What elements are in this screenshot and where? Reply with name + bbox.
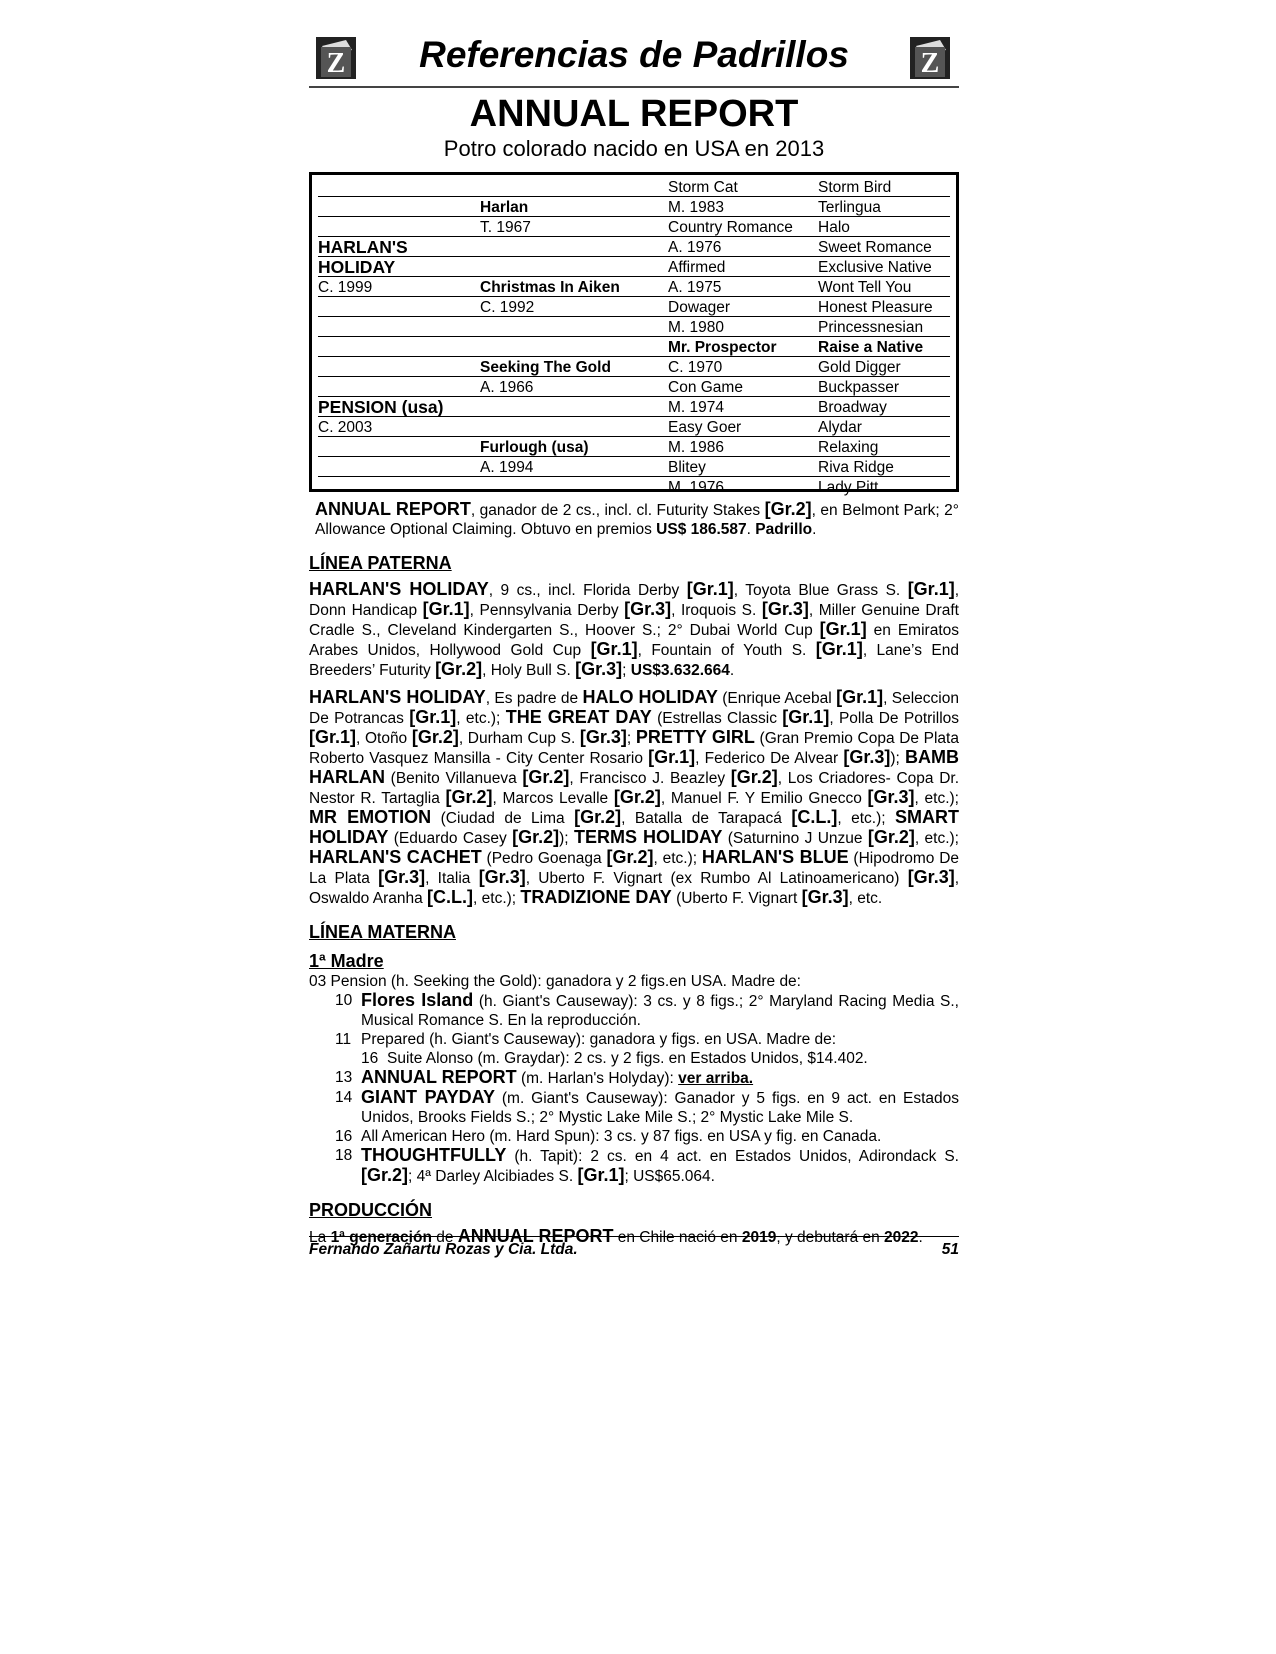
- grade-badge: [Gr.2]: [522, 767, 570, 787]
- grade-badge: [Gr.3]: [801, 887, 849, 907]
- grade-badge: [Gr.1]: [907, 579, 955, 599]
- pedigree-cell: Alydar: [818, 417, 950, 437]
- grade-badge: [Gr.2]: [867, 827, 915, 847]
- pedigree-cell: HOLIDAY: [318, 257, 480, 277]
- text-run: , Durham Cup S.: [458, 730, 580, 747]
- offspring-year: 13: [335, 1069, 353, 1086]
- grade-badge: [Gr.2]: [606, 847, 654, 867]
- pedigree-cell: M. 1986: [668, 437, 818, 457]
- text-run: , Los Criadores- Copa Dr. Nestor R. Tartaglia: [309, 770, 959, 807]
- pedigree-cell: [480, 177, 668, 197]
- production-heading: PRODUCCIÓN: [309, 1200, 433, 1220]
- text-run: (Enrique Acebal: [717, 690, 837, 707]
- paternal-line-heading: LÍNEA PATERNA: [309, 553, 452, 573]
- pedigree-cell: [318, 377, 480, 397]
- text-run: , Manuel F. Y Emilio Gnecco: [660, 790, 868, 807]
- text-run: Suite Alonso (m. Graydar): 2 cs. y 2 figs. en Estados Unidos, $14.402.: [387, 1050, 868, 1067]
- pedigree-cell: PENSION (usa): [318, 397, 480, 417]
- horse-name: SMART HOLIDAY: [309, 807, 959, 847]
- horse-name: GIANT PAYDAY: [361, 1087, 495, 1107]
- pedigree-cell: Sweet Romance: [818, 237, 950, 257]
- horse-name: THE GREAT DAY: [505, 707, 652, 727]
- horse-name: BAMB HARLAN: [309, 747, 959, 787]
- grade-badge: [Gr.1]: [422, 599, 470, 619]
- grade-badge: [Gr.1]: [686, 579, 734, 599]
- text-run: US$3.632.664: [630, 662, 730, 679]
- pedigree-cell: Mr. Prospector: [668, 337, 818, 357]
- text-run: , etc.: [848, 890, 883, 907]
- pedigree-cell: M. 1974: [668, 397, 818, 417]
- text-run: , Federico De Alvear: [695, 750, 844, 767]
- grade-badge: [Gr.1]: [409, 707, 457, 727]
- text-run: 2022: [884, 1229, 919, 1246]
- grade-badge: [Gr.3]: [579, 727, 627, 747]
- pedigree-table: [318, 177, 950, 496]
- text-run: , Seleccion De Potrancas: [309, 690, 959, 727]
- pedigree-cell: Storm Bird: [818, 177, 950, 197]
- text-run: , Miller Genuine Draft Cradle S., Cleveland Kindergarten S., Hoover S.; 2° Dubai World Cup: [309, 602, 959, 639]
- pedigree-cell: [480, 257, 668, 277]
- horse-name: HARLAN'S CACHET: [309, 847, 482, 867]
- text-run: 2019: [741, 1229, 777, 1246]
- text-run: .: [729, 662, 735, 679]
- text-run: , Polla De Potrillos: [829, 710, 960, 727]
- text-run: Prepared (h. Giant's Causeway): ganadora y figs. en USA. Madre de:: [361, 1031, 837, 1048]
- pedigree-row: [318, 417, 950, 437]
- grade-badge: [Gr.3]: [907, 867, 955, 887]
- grade-badge: [Gr.1]: [590, 639, 638, 659]
- text-run: ; 4ª Darley Alcibiades S.: [408, 1168, 578, 1185]
- pedigree-row: [318, 297, 950, 317]
- pedigree-box: [309, 172, 959, 496]
- pedigree-row: [318, 397, 950, 417]
- text-run: (Ciudad de Lima: [431, 810, 575, 827]
- offspring-entry: [309, 1127, 959, 1146]
- offspring-entry: [309, 1146, 959, 1186]
- pedigree-cell: Country Romance: [668, 217, 818, 237]
- horse-name: Flores Island: [361, 990, 474, 1010]
- grade-badge: [Gr.2]: [574, 807, 622, 827]
- summary-paragraph: ANNUAL REPORT, ganador de 2 cs., incl. cl. Futurity Stakes [Gr.2], en Belmont Park; 2° Allowance Optional Claiming. Obtuvo en premios US$ 186.587. Padrillo.: [315, 499, 959, 538]
- offspring-year: 10: [335, 992, 353, 1009]
- pedigree-cell: [318, 437, 480, 457]
- text-run: , Es padre de: [485, 690, 583, 707]
- pedigree-cell: Christmas In Aiken: [480, 277, 668, 297]
- pedigree-row: [318, 257, 950, 277]
- grade-badge: [Gr.2]: [411, 727, 459, 747]
- pedigree-cell: Blitey: [668, 457, 818, 477]
- pedigree-cell: [318, 477, 480, 497]
- pedigree-cell: Exclusive Native: [818, 257, 950, 277]
- pedigree-cell: [480, 237, 668, 257]
- pedigree-row: [318, 217, 950, 237]
- text-run: en Chile nació en: [613, 1229, 742, 1246]
- text-run: ;: [626, 730, 636, 747]
- pedigree-cell: [318, 217, 480, 237]
- text-run: , y debutará en: [776, 1229, 885, 1246]
- text-run: ver arriba.: [678, 1070, 754, 1087]
- text-run: , Iroquois S.: [671, 602, 762, 619]
- svg-text:Z: Z: [326, 48, 346, 79]
- grade-badge: [Gr.3]: [478, 867, 526, 887]
- text-run: (Pedro Goenaga: [481, 850, 607, 867]
- grade-badge: [Gr.1]: [836, 687, 884, 707]
- text-run: , etc.);: [456, 710, 506, 727]
- pedigree-cell: [480, 317, 668, 337]
- pedigree-cell: T. 1967: [480, 217, 668, 237]
- page-header: [309, 30, 959, 88]
- offspring-year: 18: [335, 1147, 353, 1164]
- pedigree-cell: [318, 177, 480, 197]
- text-run: , Fountain of Youth S.: [637, 642, 816, 659]
- offspring-text: [361, 1050, 868, 1067]
- pedigree-row: [318, 197, 950, 217]
- offspring-year: 11: [335, 1031, 352, 1048]
- text-run: , etc.);: [837, 810, 895, 827]
- pedigree-row: [318, 177, 950, 197]
- pedigree-cell: M. 1976: [668, 479, 725, 496]
- text-run: ;: [622, 662, 631, 679]
- pedigree-cell: Lady Pitt: [818, 479, 879, 496]
- text-run: , Otoño: [356, 730, 412, 747]
- grade-badge: [Gr.2]: [435, 659, 483, 679]
- text-run: , Pennsylvania Derby: [469, 602, 625, 619]
- text-run: All American Hero (m. Hard Spun): 3 cs. y 87 figs. en USA y fig. en Canada.: [361, 1128, 882, 1145]
- pedigree-row: [318, 317, 950, 337]
- horse-name: THOUGHTFULLY: [361, 1145, 507, 1165]
- text-run: (Eduardo Casey: [388, 830, 513, 847]
- offspring-entry: [309, 991, 959, 1030]
- grade-badge: [Gr.1]: [782, 707, 830, 727]
- horse-subtitle: Potro colorado nacido en USA en 2013: [443, 136, 825, 161]
- pedigree-cell: Storm Cat: [668, 177, 818, 197]
- horse-name: HARLAN'S BLUE: [701, 847, 849, 867]
- horse-name: TERMS HOLIDAY: [573, 827, 723, 847]
- offspring-text: [361, 1145, 959, 1185]
- text-run: (Benito Villanueva: [385, 770, 523, 787]
- pedigree-cell: [480, 397, 668, 417]
- pedigree-cell: Easy Goer: [668, 417, 818, 437]
- text-run: , Batalla de Tarapacá: [621, 810, 792, 827]
- offspring-text: [361, 1067, 754, 1087]
- offspring-text: [361, 1087, 959, 1126]
- text-run: , Toyota Blue Grass S.: [733, 582, 908, 599]
- pedigree-cell: [318, 297, 480, 317]
- pedigree-cell: Halo: [818, 217, 950, 237]
- text-run: (h. Tapit): 2 cs. en 4 act. en Estados Unidos, Adirondack S.: [506, 1148, 959, 1165]
- grade-badge: [Gr.3]: [575, 659, 623, 679]
- pedigree-row: [318, 237, 950, 257]
- text-run: ; US$65.064.: [624, 1168, 715, 1185]
- horse-name: HALO HOLIDAY: [582, 687, 718, 707]
- text-run: , Holy Bull S.: [482, 662, 576, 679]
- pedigree-cell: Affirmed: [668, 257, 818, 277]
- grade-badge: [Gr.3]: [761, 599, 809, 619]
- text-run: (Uberto F. Vignart: [671, 890, 802, 907]
- pedigree-row: [318, 477, 950, 497]
- page-number: 51: [941, 1241, 959, 1258]
- pedigree-cell: Con Game: [668, 377, 818, 397]
- offspring-entry: [309, 1068, 959, 1088]
- document-page: [309, 30, 959, 1247]
- paternal-paragraph-1: [309, 580, 959, 680]
- pedigree-cell: Raise a Native: [818, 337, 950, 357]
- text-run: en Emiratos Arabes Unidos, Hollywood Gold Cup: [309, 622, 959, 659]
- grade-badge: [Gr.1]: [309, 727, 357, 747]
- pedigree-cell: [318, 357, 480, 377]
- text-run: (m. Harlan's Holyday):: [516, 1070, 679, 1087]
- pedigree-cell: C. 1999: [318, 277, 480, 297]
- pedigree-cell: Riva Ridge: [818, 457, 950, 477]
- text-run: La: [309, 1229, 331, 1246]
- grade-badge: [Gr.1]: [648, 747, 696, 767]
- grade-badge: [Gr.3]: [867, 787, 915, 807]
- horse-name: MR EMOTION: [309, 807, 432, 827]
- offspring-entry: [309, 1049, 959, 1068]
- svg-text:Z: Z: [920, 48, 940, 79]
- text-run: , etc.);: [914, 830, 959, 847]
- horse-name: TRADIZIONE DAY: [520, 887, 672, 907]
- text-run: (Estrellas Classic: [651, 710, 783, 727]
- pedigree-cell: Buckpasser: [818, 377, 950, 397]
- text-run: , Italia: [425, 870, 479, 887]
- text-run: , Oswaldo Aranha: [309, 870, 960, 907]
- pedigree-cell: [480, 337, 668, 357]
- grade-badge: [Gr.3]: [843, 747, 891, 767]
- first-dam-line: 03 Pension (h. Seeking the Gold): ganadora y 2 figs.en USA. Madre de:: [309, 973, 801, 990]
- horse-name: HARLAN'S HOLIDAY: [309, 687, 486, 707]
- paternal-paragraph-2: [309, 688, 959, 908]
- pedigree-cell: C. 1970: [668, 357, 818, 377]
- pedigree-row: [318, 437, 950, 457]
- first-dam-label: 1ª Madre: [309, 951, 384, 971]
- pedigree-row: [318, 337, 950, 357]
- text-run: , Uberto F. Vignart (ex Rumbo Al Latinoamericano): [525, 870, 908, 887]
- pedigree-cell: Dowager: [668, 297, 818, 317]
- offspring-year: 16: [335, 1128, 353, 1145]
- footer-company: Fernando Zañartu Rozas y Cia. Ltda.: [309, 1241, 578, 1258]
- offspring-text: [361, 990, 959, 1029]
- horse-name-title: ANNUAL REPORT: [469, 93, 799, 135]
- grade-badge: [Gr.3]: [378, 867, 426, 887]
- pedigree-cell: [318, 337, 480, 357]
- text-run: , 9 cs., incl. Florida Derby: [488, 582, 687, 599]
- pedigree-cell: A. 1976: [668, 237, 818, 257]
- pedigree-cell: Broadway: [818, 397, 950, 417]
- offspring-entry: [309, 1030, 959, 1049]
- pedigree-cell: A. 1966: [480, 377, 668, 397]
- pedigree-cell: Princessnesian: [818, 317, 950, 337]
- header-title: Referencias de Padrillos: [419, 34, 849, 75]
- text-run: (h. Giant's Causeway): 3 cs. y 8 figs.; 2° Maryland Racing Media S., Musical Romance S. En la reproducción.: [361, 993, 959, 1029]
- pedigree-cell: M. 1980: [668, 317, 818, 337]
- offspring-entry: [309, 1088, 959, 1127]
- pedigree-cell: C. 2003: [318, 417, 480, 437]
- horse-name: HARLAN'S HOLIDAY: [309, 579, 489, 599]
- horse-name: ANNUAL REPORT: [361, 1067, 517, 1087]
- offspring-year: 14: [335, 1089, 353, 1106]
- page-footer: [309, 1236, 959, 1261]
- offspring-year: 16: [361, 1050, 379, 1067]
- text-run: 1ª generación: [330, 1229, 432, 1246]
- pedigree-cell: Harlan: [480, 197, 668, 217]
- pedigree-row: [318, 357, 950, 377]
- pedigree-cell: Furlough (usa): [480, 437, 668, 457]
- pedigree-cell: Wont Tell You: [818, 277, 950, 297]
- text-run: (Gran Premio Copa De Plata Roberto Vasquez Mansilla - City Center Rosario: [309, 730, 959, 767]
- text-run: , etc.);: [914, 790, 959, 807]
- brand-logo-icon: [907, 34, 955, 82]
- grade-badge: [Gr.2]: [445, 787, 493, 807]
- pedigree-cell: [480, 477, 668, 497]
- pedigree-cell: C. 1992: [480, 297, 668, 317]
- maternal-line-heading: LÍNEA MATERNA: [309, 922, 456, 942]
- grade-badge: [Gr.2]: [613, 787, 661, 807]
- grade-badge: [Gr.2]: [730, 767, 778, 787]
- horse-name: PRETTY GIRL: [635, 727, 755, 747]
- offspring-list: [309, 991, 959, 1186]
- pedigree-cell: Gold Digger: [818, 357, 950, 377]
- text-run: de: [431, 1229, 458, 1246]
- grade-badge: [C.L.]: [427, 887, 474, 907]
- pedigree-cell: [318, 317, 480, 337]
- text-run: , Donn Handicap: [309, 582, 960, 619]
- pedigree-cell: Relaxing: [818, 437, 950, 457]
- offspring-text: [361, 1128, 881, 1145]
- offspring-text: [361, 1031, 836, 1048]
- grade-badge: [Gr.3]: [624, 599, 672, 619]
- grade-badge: [C.L.]: [791, 807, 838, 827]
- text-run: );: [890, 750, 905, 767]
- text-run: );: [559, 830, 574, 847]
- pedigree-cell: A. 1994: [480, 457, 668, 477]
- pedigree-cell: [318, 197, 480, 217]
- pedigree-cell: Honest Pleasure: [818, 297, 950, 317]
- grade-badge: [Gr.2]: [361, 1165, 409, 1185]
- grade-badge: [Gr.1]: [577, 1165, 625, 1185]
- text-run: , Lane’s End Breeders’ Futurity: [309, 642, 959, 679]
- text-run: , Marcos Levalle: [492, 790, 614, 807]
- pedigree-cell: Terlingua: [818, 197, 950, 217]
- pedigree-cell: M. 1983: [668, 197, 818, 217]
- pedigree-cell: Seeking The Gold: [480, 357, 668, 377]
- pedigree-cell: HARLAN'S: [318, 237, 480, 257]
- pedigree-cell: A. 1975: [668, 277, 818, 297]
- text-run: , etc.);: [473, 890, 521, 907]
- pedigree-row: [318, 277, 950, 297]
- text-run: (m. Giant's Causeway): Ganador y 5 figs. en 9 act. en Estados Unidos, Brooks Fields S.; 2° Mystic Lake Mile S.; 2° Mystic Lake Mile S.: [361, 1090, 959, 1126]
- grade-badge: [Gr.1]: [819, 619, 867, 639]
- pedigree-row: [318, 377, 950, 397]
- grade-badge: [Gr.1]: [815, 639, 863, 659]
- text-run: , etc.);: [653, 850, 702, 867]
- grade-badge: [Gr.2]: [512, 827, 560, 847]
- text-run: (Saturnino J Unzue: [722, 830, 868, 847]
- horse-name: ANNUAL REPORT: [457, 1226, 614, 1246]
- pedigree-cell: [318, 457, 480, 477]
- text-run: , Francisco J. Beazley: [569, 770, 731, 787]
- text-run: (Hipodromo De La Plata: [309, 850, 960, 887]
- text-run: .: [918, 1229, 923, 1246]
- pedigree-row: [318, 457, 950, 477]
- pedigree-cell: [480, 417, 668, 437]
